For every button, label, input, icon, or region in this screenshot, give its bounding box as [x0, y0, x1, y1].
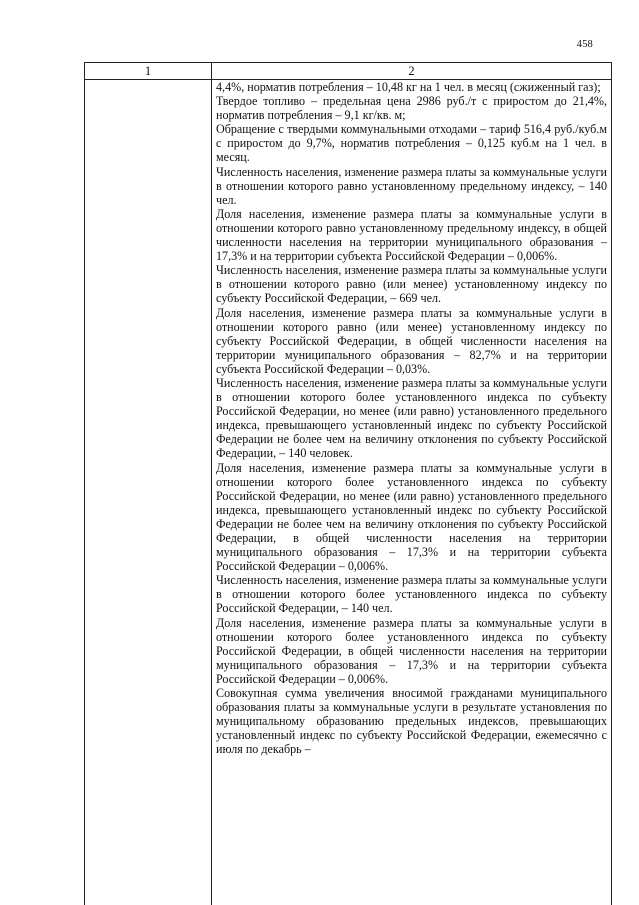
document-table	[84, 62, 612, 905]
page-number: 458	[576, 39, 593, 50]
paragraph-gas-norm: 4,4%, норматив потребления – 10,48 кг на 1 чел. в месяц (сжиженный газ);	[216, 80, 601, 94]
paragraph-share-above-index: Доля населения, изменение размера платы за коммунальные услуги в отношении которого более установленного индекса по субъекту Российской Федерации, в общей численности населения на территории муниципального образования – 17,3% и на территории субъекта Российской Федерации – 0,006%.	[216, 615, 607, 686]
paragraph-population-equal-limit: Численность населения, изменение размера платы за коммунальные услуги в отношении которого равно установленному предельному индексу, – 140 чел.	[216, 164, 607, 207]
table-header-row	[85, 63, 611, 80]
table-cell-column-2	[212, 80, 611, 905]
table-header-column-2: 2	[408, 64, 415, 78]
paragraph-solid-waste: Обращение с твердыми коммунальными отходами – тариф 516,4 руб./куб.м с приростом до 9,7%, норматив потребления – 0,125 куб.м на 1 чел. в месяц.	[216, 122, 607, 165]
paragraph-population-above-index-within-deviation: Численность населения, изменение размера платы за коммунальные услуги в отношении которого более установленного индекса по субъекту Российской Федерации, но менее (или равно) установленного предельного индекса, превышающего установленный индекс по субъекту Российской Федерации не более чем на величину отклонения по субъекту Российской Федерации, – 140 человек.	[216, 375, 607, 461]
paragraph-share-equal-or-less-index: Доля населения, изменение размера платы за коммунальные услуги в отношении которого равно (или менее) установленному индексу по субъекту Российской Федерации, в общей численности населения на территории муниципального образования – 82,7% и на территории субъекта Российской Федерации – 0,03%.	[216, 305, 607, 376]
paragraph-population-above-index: Численность населения, изменение размера платы за коммунальные услуги в отношении которого более установленного индекса по субъекту Российской Федерации, – 140 чел.	[216, 573, 607, 616]
table-cell-column-1	[85, 80, 212, 905]
table-row	[85, 80, 611, 905]
paragraph-population-equal-or-less-index: Численность населения, изменение размера платы за коммунальные услуги в отношении которого равно (или менее) установленному индексу по субъекту Российской Федерации, – 669 чел.	[216, 263, 607, 306]
paragraph-total-increase: Совокупная сумма увеличения вносимой гражданами муниципального образования платы за коммунальные услуги в результате установления по муниципальному образованию предельных индексов, превышающих установленный индекс по субъекту Российской Федерации, ежемесячно с июля по декабрь –	[216, 686, 607, 757]
paragraph-solid-fuel: Твердое топливо – предельная цена 2986 руб./т с приростом до 21,4%, норматив потребления – 9,1 кг/кв. м;	[216, 94, 607, 123]
paragraph-share-equal-limit: Доля населения, изменение размера платы за коммунальные услуги в отношении которого равно установленному предельному индексу, в общей численности населения на территории муниципального образования – 17,3% и на территории субъекта Российской Федерации – 0,006%.	[216, 206, 607, 264]
paragraph-share-above-index-within-deviation: Доля населения, изменение размера платы за коммунальные услуги в отношении которого более установленного индекса по субъекту Российской Федерации, но менее (или равно) установленного предельного индекса, превышающего установленный индекс по субъекту Российской Федерации не более чем на величину отклонения по субъекту Российской Федерации, в общей численности населения на территории муниципального образования – 17,3% и на территории субъекта Российской Федерации – 0,006%.	[216, 460, 607, 574]
table-header-column-1: 1	[85, 63, 212, 79]
